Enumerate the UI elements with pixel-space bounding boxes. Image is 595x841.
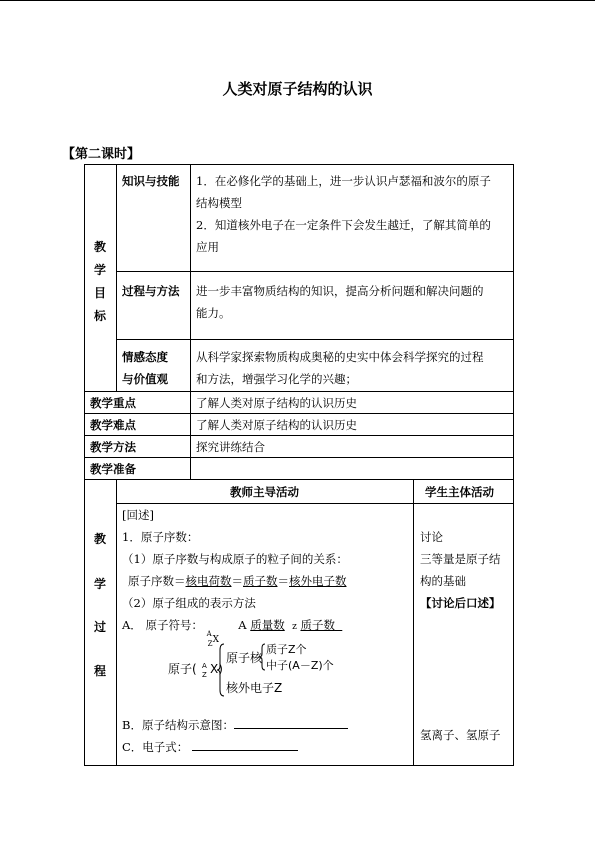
objective-line: 2．知道核外电子在一定条件下会发生越迁，了解其简单的	[196, 218, 491, 232]
info-value: 了解人类对原子结构的认识历史	[196, 396, 357, 410]
item-1: 1．原子序数：	[122, 530, 199, 544]
info-value: 了解人类对原子结构的认识历史	[196, 418, 357, 432]
info-label: 教学重点	[90, 396, 136, 410]
section-heading: 【第二课时】	[62, 147, 141, 162]
objective-line: 1．在必修化学的基础上，进一步认识卢瑟福和波尔的原子	[196, 174, 491, 188]
atom-symbol-line: A． 原子符号： A Z X A 质量数 z 质子数	[122, 618, 335, 648]
composition-nucleus: 原子核	[226, 651, 263, 665]
objective-line: 进一步丰富物质结构的知识，提高分析问题和解决问题的	[196, 284, 484, 298]
top-rule	[0, 0, 595, 1]
atom-composition-diagram	[160, 640, 380, 700]
item-1-sub-2: （2）原子组成的表示方法	[122, 596, 256, 610]
atomic-number-formula: 原子序数＝核电荷数＝质子数＝核外电子数	[128, 574, 347, 588]
process-side-char: 学	[94, 577, 107, 591]
item-1-sub-1: （1）原子序数与构成原子的粒子间的关系：	[122, 552, 348, 566]
student-header: 学生主体活动	[425, 485, 494, 499]
info-label: 教学难点	[90, 418, 136, 432]
objectives-side-char: 教	[94, 240, 107, 254]
objective-line: 和方法，增强学习化学的兴趣；	[196, 372, 357, 386]
process-side-char: 程	[94, 664, 107, 678]
objective-label: 与价值观	[122, 372, 168, 386]
review-label: [回述]	[122, 508, 154, 522]
composition-atom: 原子(	[168, 662, 197, 676]
process-side-char: 过	[94, 620, 107, 634]
objective-line: 能力。	[196, 306, 231, 320]
student-activity: 【讨论后口述】	[420, 596, 501, 610]
objective-label: 过程与方法	[122, 284, 180, 298]
item-c: C．电子式：	[122, 736, 298, 758]
objective-line: 结构模型	[196, 196, 242, 210]
page-title: 人类对原子结构的认识	[222, 80, 373, 98]
item-b: B．原子结构示意图：	[122, 714, 348, 736]
teacher-header: 教师主导活动	[230, 485, 299, 499]
composition-electron: 核外电子Z	[226, 681, 283, 695]
composition-atom-sub: Z	[202, 671, 207, 679]
objective-line: 从科学家探索物质构成奥秘的史实中体会科学探究的过程	[196, 350, 484, 364]
objectives-side-char: 目	[94, 286, 107, 300]
student-activity: 讨论	[420, 530, 443, 544]
objectives-side-char: 标	[94, 309, 107, 323]
composition-proton: 质子Z个	[266, 643, 307, 656]
student-activity: 构的基础	[420, 574, 466, 588]
objective-line: 应用	[196, 240, 219, 254]
composition-atom-x: X)	[210, 662, 223, 676]
objectives-side-char: 学	[94, 263, 107, 277]
student-activity-bottom: 氢离子、氢原子	[420, 728, 501, 742]
process-side-char: 教	[94, 532, 107, 546]
info-value: 探究讲练结合	[196, 440, 265, 454]
composition-neutron: 中子(A－Z)个	[266, 659, 334, 672]
objective-label: 情感态度	[122, 350, 168, 364]
composition-atom-sup: A	[202, 662, 207, 670]
objective-label: 知识与技能	[122, 174, 180, 188]
info-label: 教学方法	[90, 440, 136, 454]
info-label: 教学准备	[90, 462, 136, 476]
student-activity: 三等量是原子结	[420, 552, 501, 566]
